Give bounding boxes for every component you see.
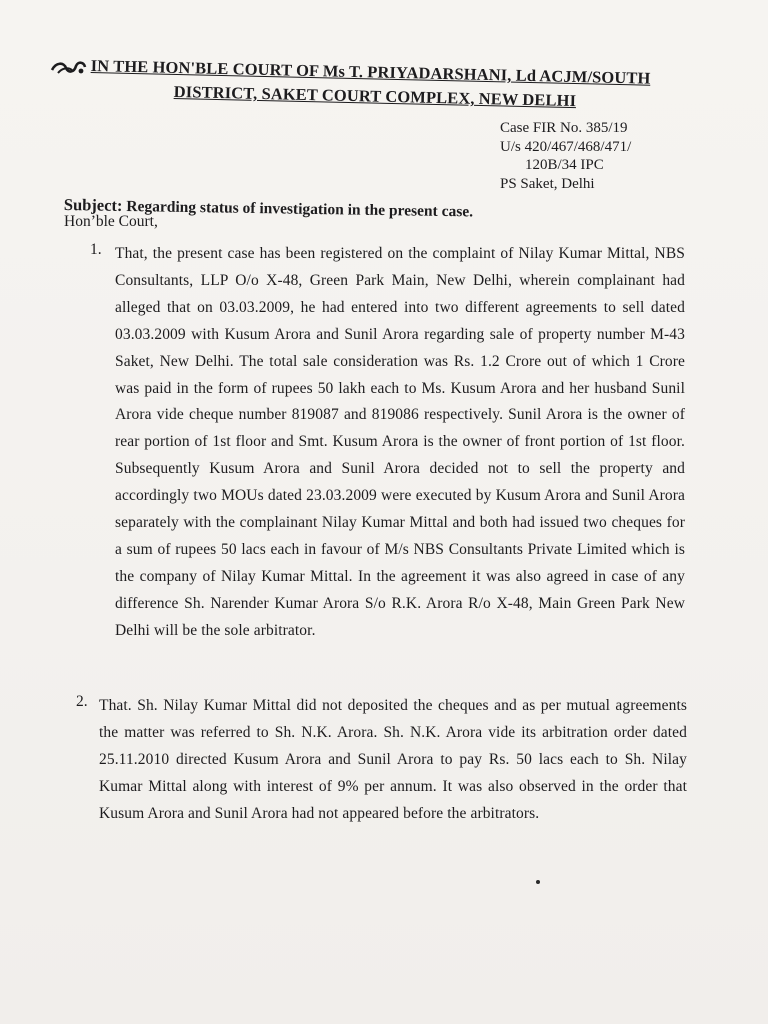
subject-text: Regarding status of investigation in the present case.: [126, 197, 474, 221]
paragraph-number: 2.: [76, 693, 88, 710]
salutation: Hon’ble Court,: [64, 213, 158, 230]
subject-label: Subject:: [63, 195, 123, 215]
court-heading-line-2: DISTRICT, SAKET COURT COMPLEX, NEW DELHI: [173, 82, 577, 111]
court-heading-line-1: IN THE HON'BLE COURT OF Ms T. PRIYADARSHANI, Ld ACJM/SOUTH: [90, 56, 651, 88]
case-sections-continued: 120B/34 IPC: [525, 157, 604, 173]
case-details: [500, 119, 631, 193]
paragraph-number: 1.: [90, 241, 102, 258]
case-fir-number: Case FIR No. 385/19: [500, 120, 628, 136]
ink-flourish-icon: [48, 58, 88, 78]
paragraph-2: That. Sh. Nilay Kumar Mittal did not deposited the cheques and as per mutual agreements the matter was referred to Sh. N.K. Arora. Sh. N.K. Arora vide its arbitration order dated 25.11.2010 directed Kusum Arora and Sunil Arora to pay Rs. 50 lacs each to Sh. Nilay Kumar Mittal along with interest of 9% per annum. It was also observed in the order that Kusum Arora and Sunil Arora had not appeared before the arbitrators.: [99, 697, 687, 822]
case-sections: U/s 420/467/468/471/: [500, 138, 632, 155]
paragraph-1: That, the present case has been registered on the complaint of Nilay Kumar Mittal, NBS Consultants, LLP O/o X-48, Green Park Main, New Delhi, wherein complainant had alleged that on 03.03.2009, he had entered into two different agreements to sell dated 03.03.2009 with Kusum Arora and Sunil Arora regarding sale of property number M-43 Saket, New Delhi. The total sale consideration was Rs. 1.2 Crore out of which 1 Crore was paid in the form of rupees 50 lakh each to Ms. Kusum Arora and her husband Sunil Arora vide cheque number 819087 and 819086 respectively. Sunil Arora is the owner of rear portion of 1st floor and Smt. Kusum Arora is the owner of front portion of 1st floor. Subsequently Kusum Arora and Sunil Arora decided not to sell the property and accordingly two MOUs dated 23.03.2009 were executed by Kusum Arora and Sunil Arora separately with the complainant Nilay Kumar Mittal and both had issued two cheques for a sum of rupees 50 lacs each in favour of M/s NBS Consultants Private Limited which is the company of Nilay Kumar Mittal. In the agreement it was also agreed in case of any difference Sh. Narender Kumar Arora S/o R.K. Arora R/o X-48, Main Green Park New Delhi will be the sole arbitrator.: [115, 245, 685, 639]
police-station: PS Saket, Delhi: [500, 175, 595, 192]
ink-speck: [536, 880, 540, 884]
